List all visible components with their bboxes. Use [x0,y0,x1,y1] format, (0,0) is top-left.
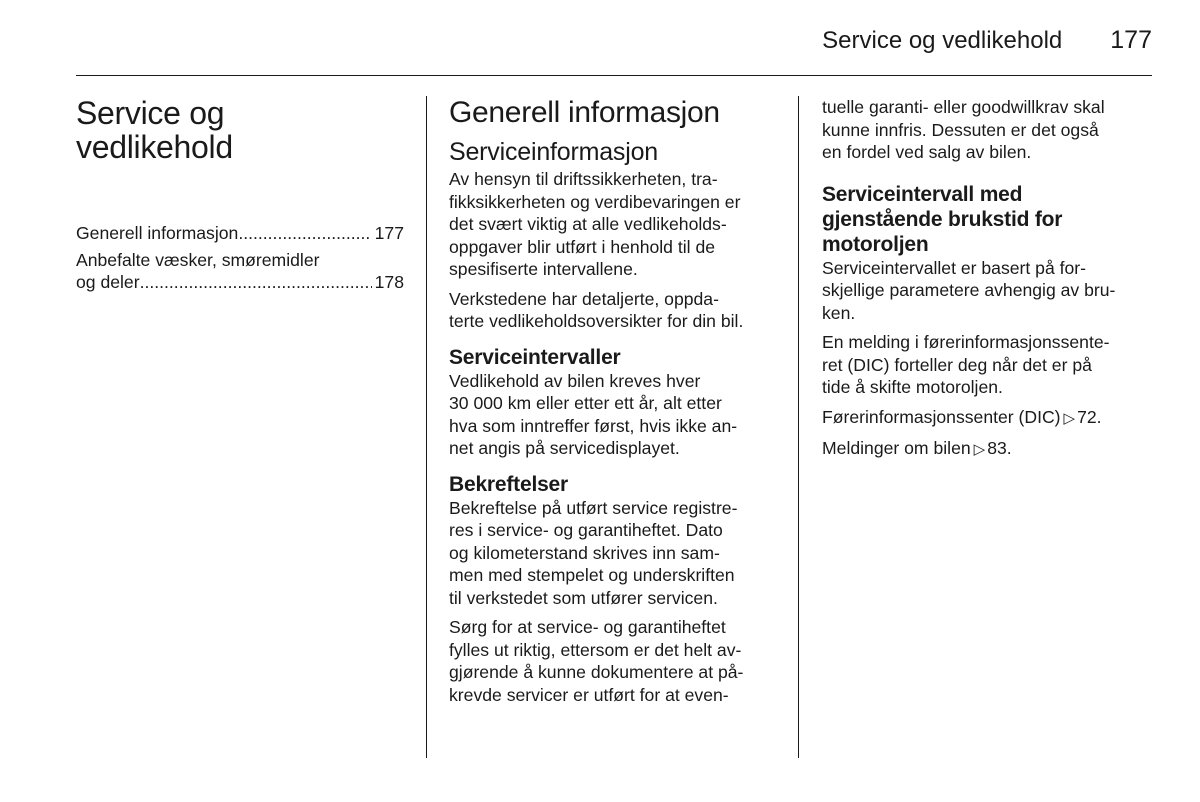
paragraph: Vedlikehold av bilen kreves hver 30 000 km eller etter ett år, alt etter hva som inntreffer først, hvis ikke an- net angis på servicedisplayet. [449,370,738,458]
chapter-title: Service og vedlikehold [76,95,233,165]
toc-leader-dots [140,271,372,294]
xref-label: Førerinformasjonssenter (DIC) [822,406,1061,427]
xref-page: 83. [987,438,1012,458]
paragraph: En melding i førerinformasjonssente- ret (DIC) forteller deg når det er på tide å skifte motoroljen. [822,332,1110,397]
paragraph: Bekreftelse på utført service registre- res i service- og garantiheftet. Dato og kilometerstand skrives inn sam- men med stempelet og underskriften til verkstedet som utfører servicen. [449,497,738,608]
toc-entry-fluids[interactable] [76,249,404,294]
toc-entry-general-info[interactable] [76,222,404,245]
toc-entry-label: Generell informasjon [76,223,239,243]
running-head [822,26,1152,55]
toc-entry-label-cont: og deler [76,272,140,292]
section-heading: Generell informasjon [449,96,720,129]
content-column-2 [449,96,784,713]
topic-heading: Serviceintervall med gjenstående brukstid for motoroljen [822,182,1063,256]
section-title: Service og vedlikehold [822,27,1063,54]
page-number: 177 [1110,26,1152,54]
cross-reference-messages[interactable] [822,437,1152,462]
toc-entry-page: 177 [374,223,404,243]
column-divider-1 [426,96,427,758]
header-rule [76,75,1152,76]
xref-arrow-icon: ▷ [973,441,986,458]
xref-page: 72. [1077,406,1102,427]
paragraph: Av hensyn til driftssikkerheten, tra- fikksikkerheten og verdibevaringen er det svært viktig at alle vedlikeholds- oppgaver blir utført i henhold til de spesifiserte intervallene. [449,169,741,279]
subsection-heading: Serviceinformasjon [449,138,658,166]
toc-entry-label: Anbefalte væsker, smøremidler [76,249,320,270]
cross-reference-dic[interactable] [822,406,1152,431]
column-divider-2 [798,96,799,758]
topic-heading: Bekreftelser [449,472,569,496]
chapter-column [76,96,404,298]
content-column-3 [822,96,1152,469]
xref-arrow-icon: ▷ [1063,409,1076,427]
toc-entry-page: 178 [374,272,404,292]
toc-leader-dots [238,222,371,245]
paragraph-continued: tuelle garanti- eller goodwillkrav skal kunne innfris. Dessuten er det også en fordel ved salg av bilen. [822,97,1105,162]
paragraph: Sørg for at service- og garantiheftet fylles ut riktig, ettersom er det helt av- gjørende å kunne dokumentere at på- krevde servicer er utført for at even- [449,617,744,705]
paragraph: Serviceintervallet er basert på for- skjellige parametere avhengig av bru- ken. [822,257,1116,323]
xref-label: Meldinger om bilen [822,438,971,458]
topic-heading: Serviceintervaller [449,345,621,369]
table-of-contents [76,222,404,294]
paragraph: Verkstedene har detaljerte, oppda- terte vedlikeholdsoversikter for din bil. [449,288,744,331]
